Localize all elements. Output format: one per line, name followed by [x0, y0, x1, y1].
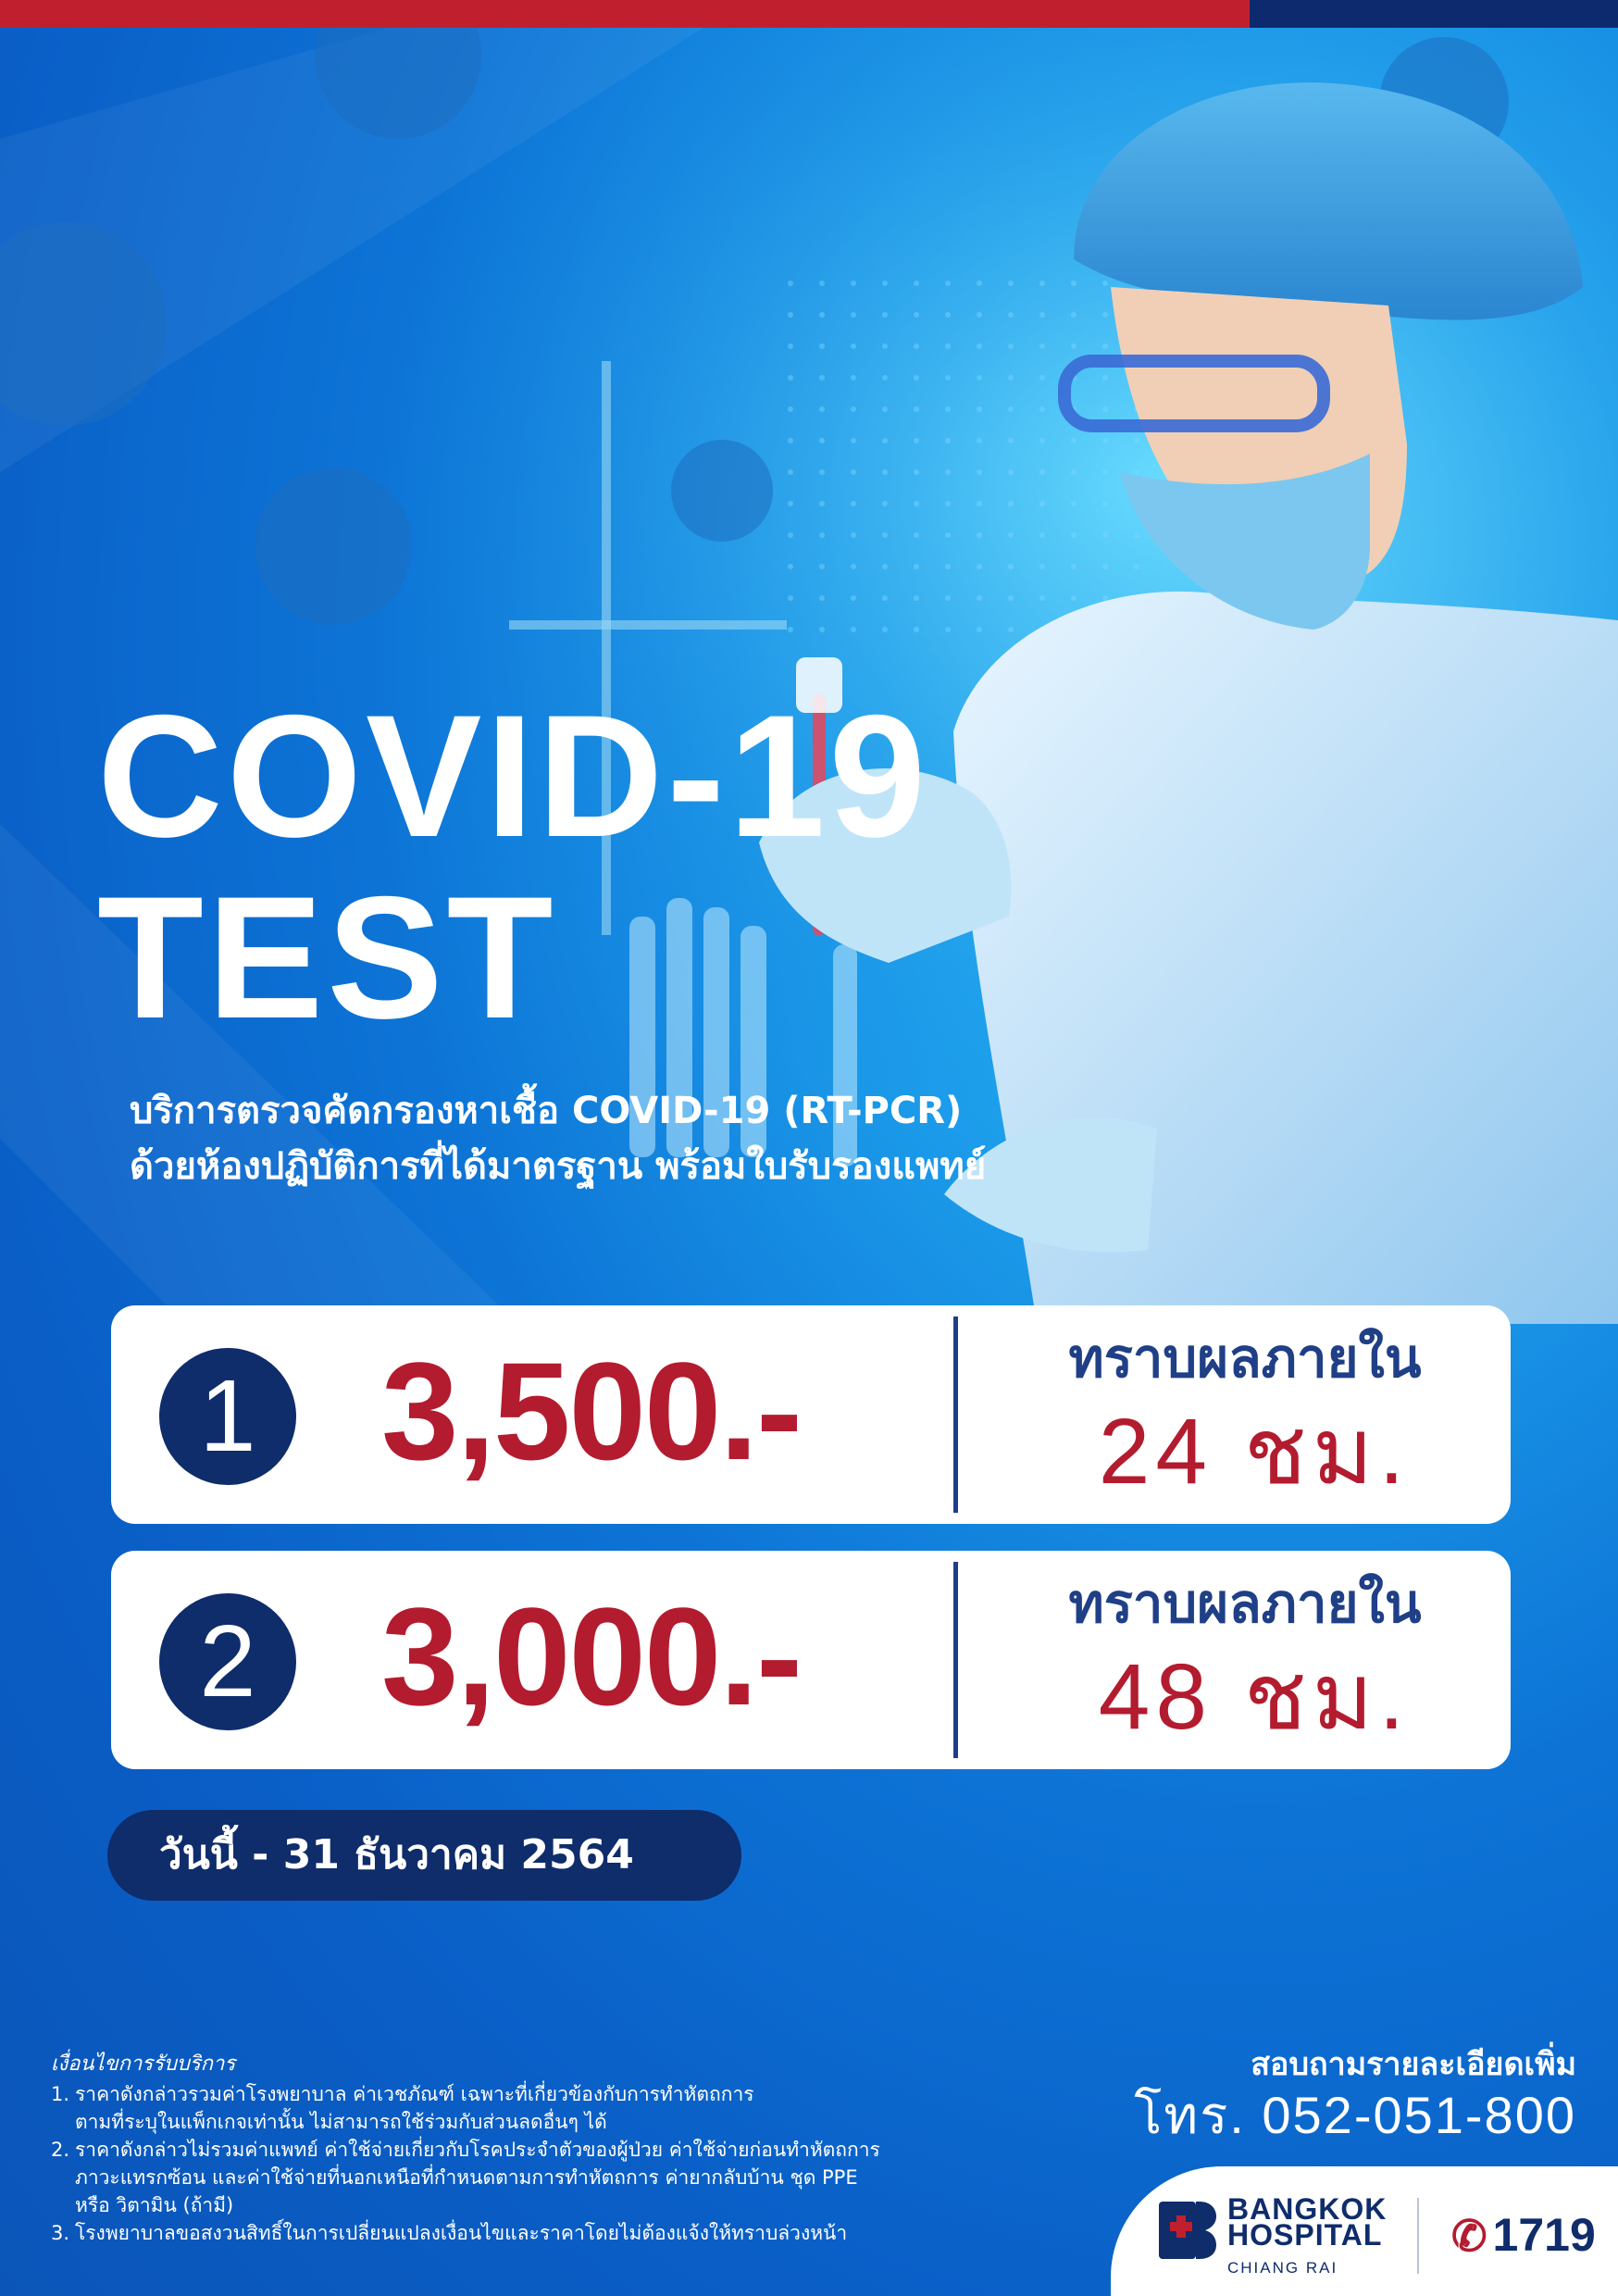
contact-label: สอบถามรายละเอียดเพิ่ม — [1251, 2046, 1576, 2083]
result-time: 48 ชม. — [1098, 1645, 1411, 1749]
package-number-badge: 1 — [159, 1348, 296, 1485]
condition-item — [51, 2219, 1115, 2247]
package-number-badge: 2 — [159, 1593, 296, 1730]
conditions-title: เงื่อนไขการรับบริการ — [51, 2053, 236, 2076]
condition-line: ราคาดังกล่าวรวมค่าโรงพยาบาล ค่าเวชภัณฑ์ เฉพาะที่เกี่ยวข้องกับการทำหัตถการ — [75, 2083, 754, 2105]
hotline-number: 1719 — [1492, 2209, 1596, 2261]
brand-branch: CHIANG RAI — [1227, 2259, 1338, 2277]
headline-line-1: COVID-19 — [97, 679, 930, 873]
brand-name-line-2: HOSPITAL — [1227, 2218, 1383, 2252]
conditions-block — [51, 2051, 1115, 2247]
subtitle-line-1: บริการตรวจคัดกรองหาเชื้อ COVID-19 (RT-PCR) — [130, 1090, 963, 1132]
subtitle — [130, 1083, 986, 1194]
brand-divider — [1417, 2198, 1419, 2274]
promotion-date-badge: วันนี้ - 31 ธันวาคม 2564 — [107, 1810, 741, 1901]
card-divider — [953, 1562, 958, 1758]
condition-line: ตามที่ระบุในแพ็กเกจเท่านั้น ไม่สามารถใช้ร่วมกับส่วนลดอื่นๆ ได้ — [75, 2111, 607, 2133]
condition-line: ภาวะแทรกซ้อน และค่าใช้จ่ายที่นอกเหนือที่กำหนดตามการทำหัตถการ ค่ายากลับบ้าน ชุด PPE — [75, 2166, 858, 2189]
hospital-logo-icon — [1157, 2200, 1218, 2261]
subtitle-line-2: ด้วยห้องปฏิบัติการที่ได้มาตรฐาน พร้อมใบรับรองแพทย์ — [130, 1145, 987, 1188]
phone-icon: ✆ — [1451, 2212, 1487, 2260]
condition-line: ราคาดังกล่าวไม่รวมค่าแพทย์ ค่าใช้จ่ายเกี่ยวกับโรคประจำตัวของผู้ป่วย ค่าใช้จ่ายก่อนทำหัตถการ — [75, 2139, 880, 2161]
headline — [97, 679, 930, 1054]
condition-number: 2. — [51, 2139, 70, 2161]
brand-footer — [1111, 2166, 1618, 2296]
brand-name-line-1: BANGKOK — [1227, 2192, 1388, 2226]
result-label: ทราบผลภายใน — [1068, 1327, 1422, 1390]
brand-name — [1227, 2192, 1388, 2252]
condition-line: หรือ วิตามิน (ถ้ามี) — [75, 2194, 234, 2216]
hotline-link[interactable] — [1451, 2207, 1596, 2264]
headline-line-2: TEST — [97, 860, 557, 1054]
top-accent-bar-navy — [1250, 0, 1618, 28]
package-card-1 — [111, 1305, 1511, 1524]
package-price: 3,000.- — [381, 1578, 801, 1734]
result-time: 24 ชม. — [1098, 1400, 1411, 1504]
condition-number: 1. — [51, 2083, 70, 2105]
condition-line: โรงพยาบาลขอสงวนสิทธิ์ในการเปลี่ยนแปลงเงื่อนไขและราคาโดยไม่ต้องแจ้งให้ทราบล่วงหน้า — [75, 2222, 848, 2244]
package-card-2 — [111, 1551, 1511, 1769]
condition-item — [51, 2080, 1115, 2136]
result-label: ทราบผลภายใน — [1068, 1572, 1422, 1635]
condition-item — [51, 2136, 1115, 2219]
package-price: 3,500.- — [381, 1333, 801, 1489]
card-divider — [953, 1316, 958, 1513]
contact-phone-link[interactable]: โทร. 052-051-800 — [1134, 2086, 1576, 2144]
top-accent-bar-red — [0, 0, 1250, 28]
condition-number: 3. — [51, 2222, 70, 2244]
